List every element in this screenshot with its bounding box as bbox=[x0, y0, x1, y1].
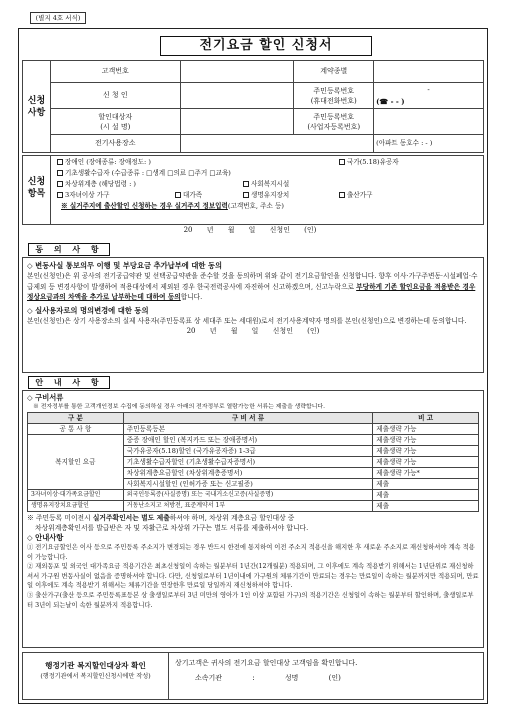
docs-header-note: 비 고 bbox=[373, 413, 479, 424]
post-table-note: ※ 주민등록 미이전시 실거주확인서는 별도 제출하셔야 하며, 차상위 계층요금 할인대상 중 bbox=[27, 514, 295, 522]
footer-signature-line[interactable]: 소속기관 : 성명 (인) bbox=[195, 673, 341, 682]
row-document: 중증 장애인 할인 (복지카드 또는 장애증명서) bbox=[123, 435, 372, 446]
apt-no-field[interactable]: (아파트 동호수 : - ) bbox=[374, 135, 484, 153]
row-document: 외국인등록증(사실증명) 또는 국내거소신고증(사실증명) bbox=[123, 490, 372, 501]
row-document: 차상위계층요금할인 (차상위계층증명서) bbox=[123, 468, 372, 479]
row-note: 제출생략 가능* bbox=[373, 468, 479, 479]
biz-no-label: 주민등록번호 (사업자등록번호) bbox=[294, 109, 374, 135]
row-document: 거동난소지고 처방전, 표준계약서 1부 bbox=[123, 501, 372, 512]
footer-left bbox=[23, 653, 169, 699]
phone-value: (☎ - - ) bbox=[376, 96, 405, 106]
form-title: 전기요금 할인 신청서 bbox=[160, 36, 372, 56]
consent-date-line: 20 년 월 일 신청인 (인) bbox=[186, 327, 320, 335]
applicant-section-label: 신청 사항 bbox=[23, 61, 51, 153]
row-document: 기초생활수급자할인 (기초생활수급자증명서) bbox=[123, 457, 372, 468]
row-note: 제출생략 가능 bbox=[373, 446, 479, 457]
notice-2: ② 재외동포 및 외국인 대가족요금 적용기간은 최초신청일이 속하는 월분부터 1년간(12개월분) 적용되며, 그 이후에도 계속 적용받기 위해서는 1년단위로 재신청하셔서 가구원 변동사실이 없음을 증명하셔야 합니다. 다만, 신청일로부터 1년이내에 가구원의 체류기간이 만료되는 경우는 만료일이 속하는 월분까지만 적용되며, 만료일 이후에도 계속 적용받기 위해서는 체류기간을 연장한후 만료일 당일까지 재신청하셔야 합니다. bbox=[27, 563, 479, 590]
target-name-field[interactable] bbox=[180, 109, 294, 135]
footer-right bbox=[175, 659, 479, 683]
three-children-checkbox[interactable] bbox=[57, 192, 63, 198]
address-label: 전기사용장소 bbox=[50, 135, 180, 153]
row-document: 국가유공자(5.18)할인 (국가유공자증) 1-3급 bbox=[123, 446, 372, 457]
customer-no-field[interactable] bbox=[180, 61, 294, 83]
docs-table bbox=[27, 412, 479, 512]
life-support-checkbox[interactable] bbox=[243, 192, 249, 198]
large-family-option: 대가족 bbox=[183, 191, 203, 199]
items-section bbox=[22, 155, 484, 225]
docs-note: ※ 전자정부를 통한 고객개인정보 수집에 동의하실 경우 아래의 전자정부로 열람가능한 서류는 제출을 생략합니다. bbox=[33, 404, 325, 410]
birth-household-option: 출산가구 bbox=[347, 191, 373, 199]
guide-header: 안 내 사 항 bbox=[28, 376, 110, 389]
docs-header-category: 구 분 bbox=[28, 413, 124, 424]
welfare-facility-checkbox[interactable] bbox=[243, 181, 249, 187]
table-row bbox=[28, 501, 479, 512]
consent-item2-body: 본인(신청인)은 상기 사용장소의 실제 사용자(주민등록표 상 세대주 또는 세대원)로서 전기사용계약자 명의를 본인(신청인)으로 변경하는데 동의합니다. bbox=[27, 316, 467, 325]
consent-item1-body: 본인(신청인)은 위 공사의 전기공급약관 및 선택공급약관을 준수할 것을 동의하며 위와 같이 전기요금할인을 신청합니다. 향후 이사·가구주변동·시설폐업·수급제외 등 변경사항이 발생하여 적용대상에서 제외된 경우 한국전력공사에 자진하여 신고하겠으며, 신고누락으로 부당하게 기존 할인요금을 적용받은 경우 정상요금과의 차액을 추가로 납부하는데 대하여 동의합니다. bbox=[27, 272, 478, 301]
row-note: 제출생략 가능 bbox=[373, 435, 479, 446]
birth-residence-note: ※ 실거주지에 출산할인 신청하는 경우 실거주지 정보입력 bbox=[61, 202, 228, 210]
post-table-note-2: 차상위계층확인서를 발급받은 자 및 자활근로 차상위 가구는 별도 서류를 제출하셔야 합니다. bbox=[35, 524, 309, 532]
address-field[interactable] bbox=[180, 135, 374, 153]
row-document: 주민등록등본 bbox=[123, 424, 372, 435]
contract-type-label: 계약종별 bbox=[294, 61, 374, 83]
large-family-checkbox[interactable] bbox=[175, 192, 181, 198]
birth-household-checkbox[interactable] bbox=[339, 192, 345, 198]
footer-left-title: 행정기관 복지할인대상자 확인 bbox=[45, 661, 146, 670]
consent-item1-title: ◇ 변동사실 통보의무 이행 및 부당요금 추가납부에 대한 동의 bbox=[27, 261, 223, 270]
basic-living-option: 기초생활수급자 (수급종류 : □생계 □의료 □주거 □교육) bbox=[65, 169, 231, 177]
welfare-facility-option: 사회복지시설 bbox=[251, 180, 290, 188]
row-category: 3자녀이상·대가족요금할인 bbox=[28, 490, 124, 501]
target-label: 할인대상자 (시 설 명) bbox=[50, 109, 180, 135]
veteran-checkbox[interactable] bbox=[339, 159, 345, 165]
row-note: 제출생략 가능 bbox=[373, 457, 479, 468]
row-note: 제출 bbox=[373, 501, 479, 512]
consent-section bbox=[22, 257, 484, 373]
consent-header: 동 의 사 항 bbox=[28, 243, 110, 256]
footer-left-sub: (행정기관에서 복지할인신청시에만 작성) bbox=[40, 673, 151, 681]
disabled-option: 장애인 (장애종류: 장애정도: ) bbox=[65, 158, 151, 166]
table-row bbox=[28, 435, 479, 446]
veteran-option: 국가(5.18)유공자 bbox=[347, 158, 399, 166]
table-row bbox=[28, 490, 479, 501]
applicant-name-field[interactable] bbox=[180, 83, 294, 109]
docs-header-documents: 구 비 서 류 bbox=[123, 413, 372, 424]
disabled-checkbox[interactable] bbox=[57, 159, 63, 165]
customer-no-label: 고객번호 bbox=[50, 61, 180, 83]
applicant-label: 신 청 인 bbox=[50, 83, 180, 109]
consent-item2-title: ◇ 실사용자로의 명의변경에 대한 동의 bbox=[27, 305, 149, 315]
near-poverty-option: 차상위계층 (해당법령 : ) bbox=[65, 180, 136, 188]
footer-confirm-text: 상기고객은 귀사의 전기요금 할인대상 고객임을 확인합니다. bbox=[175, 659, 358, 667]
contract-type-field[interactable] bbox=[374, 61, 484, 83]
notice-1: ① 전기요금할인은 이사 등으로 주민등록 주소지가 변경되는 경우 반드시 한전에 통지하여 이전 주소지 적용신을 해지한 후 새로운 주소지로 재신청하셔야 계속 적용이 가능합니다. bbox=[27, 544, 475, 561]
notice-3: ③ 출산가구(출산 등으로 주민등록표등본 상 출생일로부터 3년 미만의 영아가 1인 이상 포함된 가구)의 적용기간은 신청일이 속하는 월분부터 할인하며, 출생일로부터 3년이 되는날이 속한 월분까지 적용합니다. bbox=[27, 591, 474, 609]
applicant-section bbox=[22, 60, 484, 153]
row-category: 복지할인 요금 bbox=[28, 435, 124, 490]
form-number-tag: (별지 4호 서식) bbox=[30, 12, 86, 24]
table-row bbox=[28, 424, 479, 435]
birth-residence-note-rest: (고객번호, 주소 등) bbox=[227, 202, 284, 210]
items-date-line: 20 년 월 일 신청인 (인) bbox=[183, 226, 317, 234]
guide-section bbox=[22, 390, 484, 648]
biz-no-field[interactable] bbox=[374, 109, 484, 135]
near-poverty-checkbox[interactable] bbox=[57, 181, 63, 187]
three-children-option: 3자녀이상 가구 bbox=[65, 191, 110, 199]
resident-no-value: - bbox=[427, 85, 430, 94]
docs-title: ◇ 구비서류 bbox=[27, 393, 64, 402]
notice-title: ◇ 안내사항 bbox=[27, 533, 64, 542]
footer-section bbox=[22, 652, 484, 700]
life-support-option: 생명유지장치 bbox=[251, 191, 290, 199]
row-category: 공 통 사 항 bbox=[28, 424, 124, 435]
row-note: 제출 bbox=[373, 479, 479, 490]
row-category: 생명유지장치요금할인 bbox=[28, 501, 124, 512]
resident-no-label: 주민등록번호 (휴대전화번호) bbox=[294, 83, 374, 109]
resident-no-field[interactable] bbox=[374, 83, 484, 109]
row-note: 제출 bbox=[373, 490, 479, 501]
row-document: 사회복지시설할인 (인허가증 또는 신고필증) bbox=[123, 479, 372, 490]
items-section-label: 신청 항목 bbox=[23, 156, 51, 224]
basic-living-checkbox[interactable] bbox=[57, 170, 63, 176]
row-note: 제출생략 가능 bbox=[373, 424, 479, 435]
consent-item1-bold: 부당하게 기존 할인요금을 적용받은 경우 정상요금과의 차액을 추가로 납부하는데 대하여 동의 bbox=[27, 282, 476, 301]
